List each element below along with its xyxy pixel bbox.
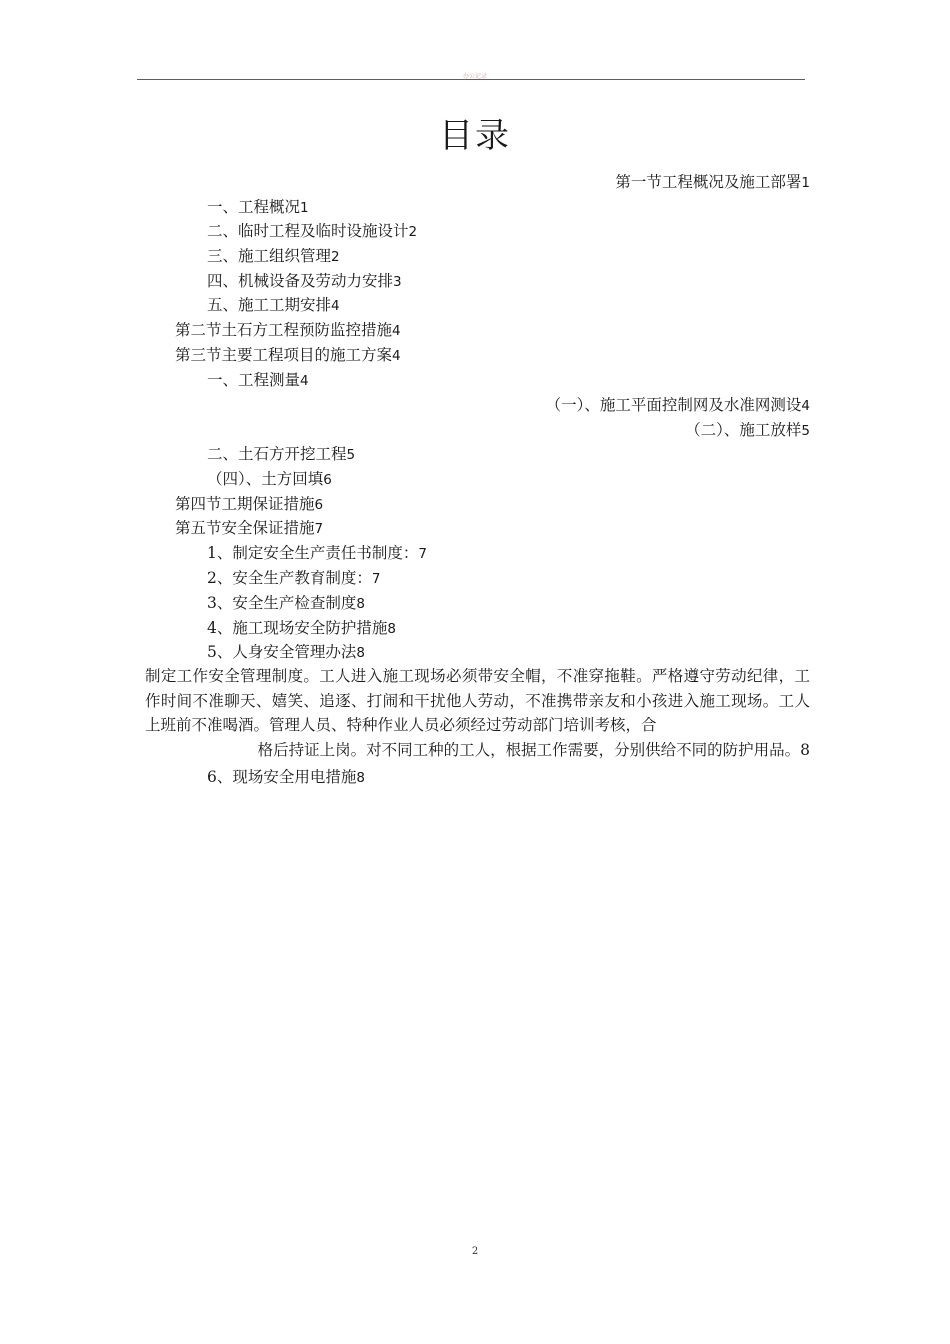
toc-entry-title: （四）、土方回填 <box>207 470 324 488</box>
toc-entry[interactable] <box>207 221 417 242</box>
toc-entry-title: 第二节土石方工程预防监控措施 <box>175 321 393 339</box>
toc-entry-page: 4 <box>392 323 401 339</box>
toc-entry-page: 7 <box>314 521 324 537</box>
toc-entry-page: 7 <box>418 546 427 562</box>
toc-entry-title: 四、机械设备及劳动力安排 <box>207 272 394 290</box>
toc-entry[interactable] <box>685 420 810 441</box>
page-title: 目录 <box>439 116 511 156</box>
toc-entry-title: 三、施工组织管理 <box>207 247 332 265</box>
toc-entry-title: 2、安全生产教育制度： <box>207 569 372 587</box>
toc-entry-title: 二、土石方开挖工程 <box>207 445 347 463</box>
toc-entry[interactable] <box>175 320 401 341</box>
toc-entry-page: 4 <box>801 398 810 414</box>
toc-entry[interactable] <box>207 618 396 639</box>
toc-entry-page: 1 <box>300 200 309 216</box>
toc-entry-title: 二、临时工程及临时设施设计 <box>207 222 409 240</box>
toc-entry[interactable] <box>615 172 810 193</box>
toc-entry-page: 5 <box>346 447 356 463</box>
toc-entry-page: 1 <box>801 175 810 191</box>
toc-entry[interactable] <box>207 568 380 589</box>
toc-entry[interactable] <box>207 271 402 292</box>
toc-entry-title: 6、现场安全用电措施 <box>207 768 357 786</box>
toc-entry-title: 五、施工工期安排 <box>207 296 332 314</box>
toc-entry-title: 3、安全生产检查制度 <box>207 594 357 612</box>
toc-entry-title: 4、施工现场安全防护措施 <box>207 619 388 637</box>
toc-entry[interactable] <box>207 197 309 218</box>
toc-entry-page: 2 <box>331 249 340 265</box>
page-number: 2 <box>471 1246 479 1257</box>
toc-entry[interactable] <box>207 642 365 663</box>
toc-entry-page: 8 <box>356 770 365 786</box>
header-watermark: 办公记录 <box>462 73 487 80</box>
toc-entry-page: 8 <box>387 621 396 637</box>
toc-entry[interactable] <box>207 370 309 391</box>
toc-entry[interactable] <box>175 494 323 515</box>
toc-entry-title: 一、工程测量 <box>207 371 301 389</box>
toc-entry-title: 1、制定安全生产责任书制度： <box>207 544 419 562</box>
toc-entry-page: 8 <box>356 596 365 612</box>
toc-entry[interactable] <box>207 246 340 267</box>
paragraph-last-line: 格后持证上岗。对不同工种的工人，根据工作需要，分别供给不同的防护用品。8 <box>257 740 810 759</box>
body-paragraph <box>145 664 810 762</box>
toc-entry[interactable] <box>207 543 427 564</box>
paragraph-text: 制定工作安全管理制度。工人进入施工现场必须带安全帽，不准穿拖鞋。严格遵守劳动纪律，工作时间不准聊天、嬉笑、追逐、打闹和干扰他人劳动，不准携带亲友和小孩进入施工现场。工人上班前不准喝酒。管理人员、特种作业人员必须经过劳动部门培训考核，合 <box>145 667 810 734</box>
toc-entry-page: 6 <box>323 472 332 488</box>
toc-entry-page: 5 <box>801 423 810 439</box>
toc-entry-page: 2 <box>408 224 418 240</box>
toc-entry[interactable] <box>207 444 355 465</box>
toc-entry-title: 5、人身安全管理办法 <box>207 643 357 661</box>
toc-entry[interactable] <box>175 345 401 366</box>
toc-entry[interactable] <box>207 295 340 316</box>
toc-entry-title: （一）、施工平面控制网及水准网测设 <box>545 396 802 414</box>
toc-entry-title: 第三节主要工程项目的施工方案 <box>175 346 393 364</box>
toc-entry[interactable] <box>546 395 810 416</box>
toc-entry-title: 第五节安全保证措施 <box>175 519 315 537</box>
toc-entry-page: 6 <box>314 497 324 513</box>
toc-entry-page: 3 <box>393 274 402 290</box>
toc-entry-page: 4 <box>392 348 401 364</box>
toc-entry-page: 8 <box>356 645 365 661</box>
toc-entry[interactable] <box>175 518 323 539</box>
toc-entry-title: 第四节工期保证措施 <box>175 495 315 513</box>
toc-entry-page: 4 <box>331 298 340 314</box>
toc-entry[interactable] <box>207 767 365 788</box>
toc-entry[interactable] <box>207 593 365 614</box>
toc-entry-page: 4 <box>300 373 309 389</box>
toc-entry-title: 第一节工程概况及施工部署 <box>615 173 802 191</box>
toc-entry-title: 一、工程概况 <box>207 198 301 216</box>
toc-entry-page: 7 <box>371 571 381 587</box>
toc-entry-title: （二）、施工放样 <box>685 421 802 439</box>
toc-entry[interactable] <box>207 469 332 490</box>
